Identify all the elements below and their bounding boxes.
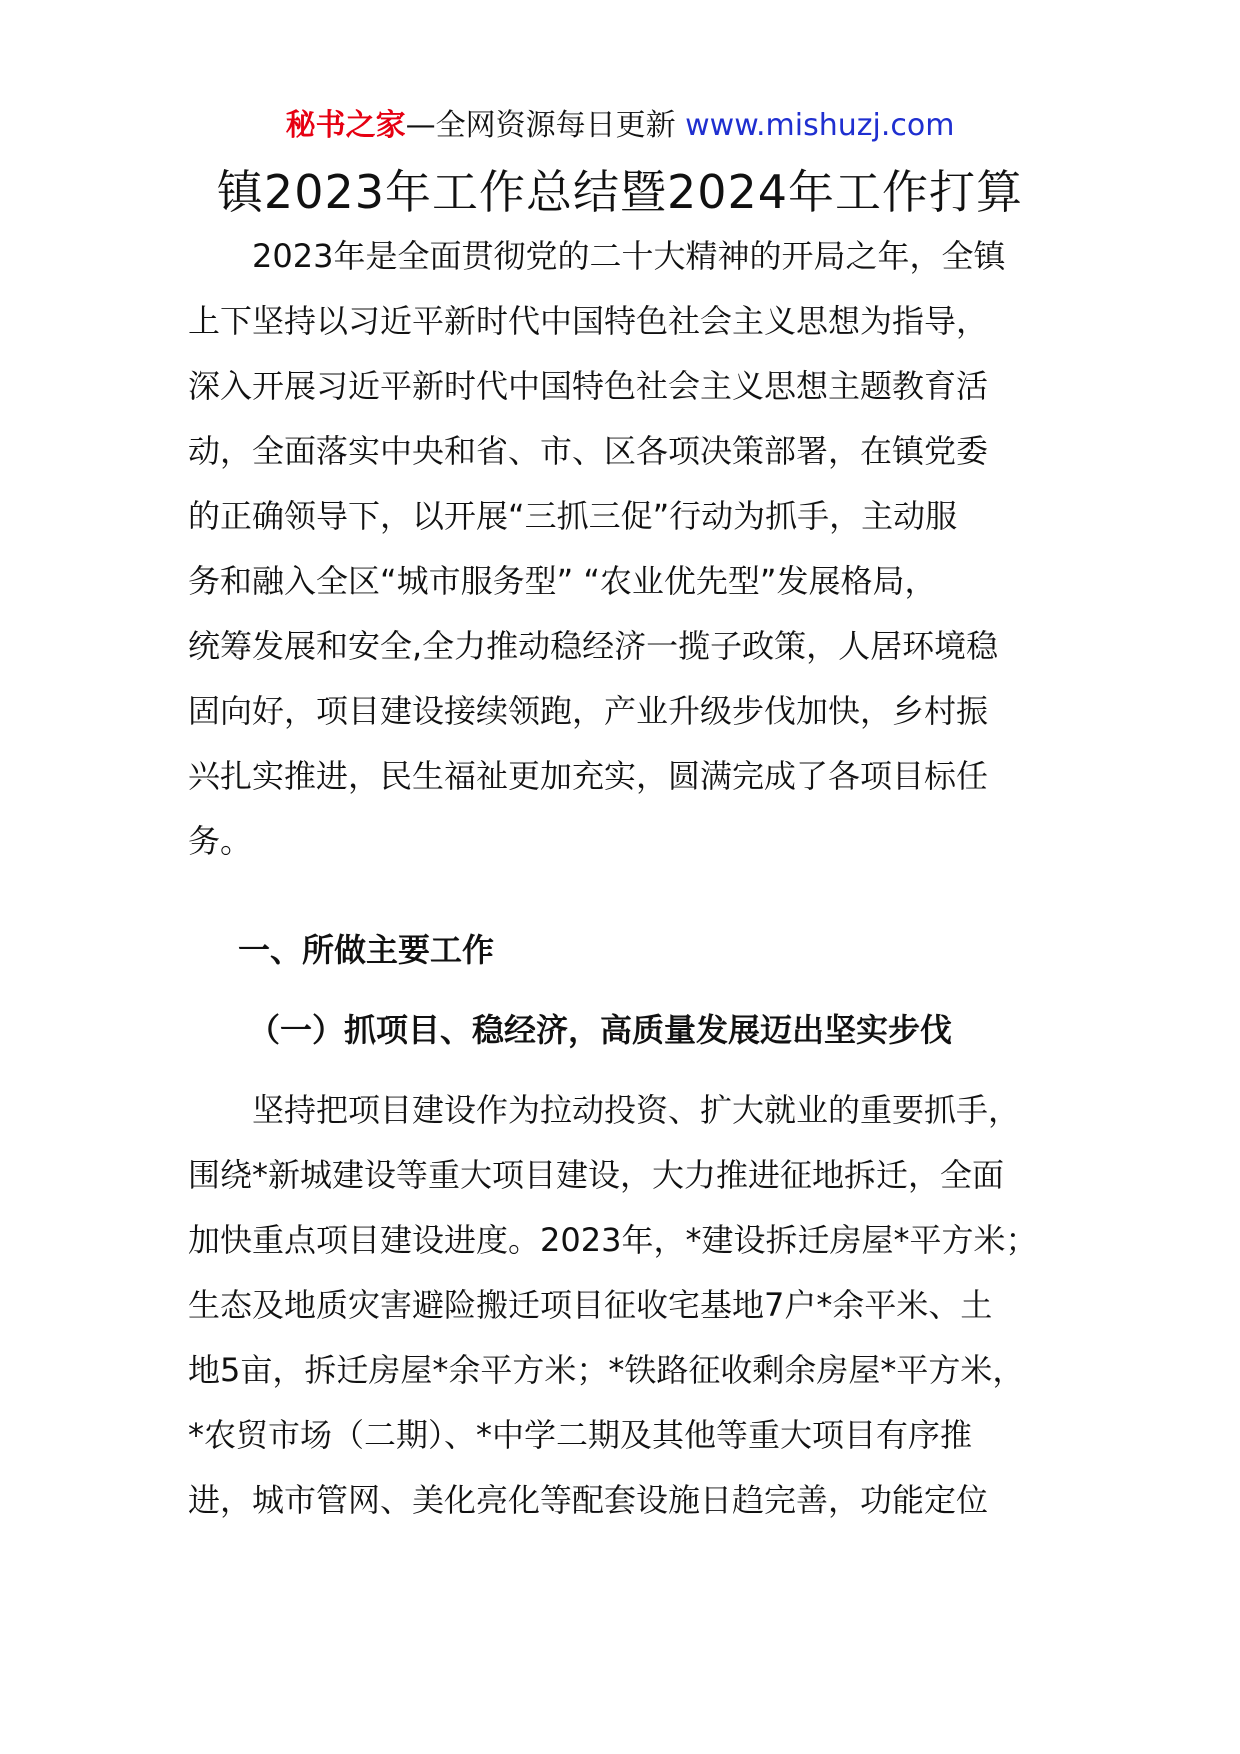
document-title: 镇2023年工作总结暨2024年工作打算 [216,165,1024,219]
text-line: 统筹发展和安全,全力推动稳经济一揽子政策，人居环境稳 [188,627,999,665]
brand-name: 秘书之家 [285,108,406,143]
text-line: 固向好，项目建设接续领跑，产业升级步伐加快，乡村振 [188,692,989,730]
text-line: 进，城市管网、美化亮化等配套设施日趋完善，功能定位 [188,1481,989,1519]
header-tagline: —全网资源每日更新 [405,108,686,143]
text-line: 上下坚持以习近平新时代中国特色社会主义思想为指导， [188,302,989,340]
text-line: 2023年是全面贯彻党的二十大精神的开局之年，全镇 [188,237,1006,275]
text-line: 地5亩，拆迁房屋*余平方米；*铁路征收剩余房屋*平方米， [188,1351,1025,1389]
intro-paragraph [188,224,1088,874]
body-paragraph [188,1078,1088,1533]
text-line: 动，全面落实中央和省、市、区各项决策部署，在镇党委 [188,432,989,470]
text-line: 务和融入全区“城市服务型” “农业优先型”发展格局， [188,562,937,600]
text-line: 深入开展习近平新时代中国特色社会主义思想主题教育活 [188,367,989,405]
text-line: 的正确领导下，以开展“三抓三促”行动为抓手，主动服 [188,497,958,535]
text-line: 坚持把项目建设作为拉动投资、扩大就业的重要抓手， [188,1091,1021,1129]
site-link[interactable]: www.mishuzj.com [685,108,955,143]
subsection-heading: （一）抓项目、稳经济，高质量发展迈出坚实步伐 [248,1011,953,1049]
section-heading: 一、所做主要工作 [238,931,495,969]
text-line: 加快重点项目建设进度。2023年，*建设拆迁房屋*平方米； [188,1221,1038,1259]
text-line: 生态及地质灾害避险搬迁项目征收宅基地7户*余平米、土 [188,1286,993,1324]
text-line: 围绕*新城建设等重大项目建设，大力推进征地拆迁，全面 [188,1156,1005,1194]
header-banner [0,104,1240,148]
text-line: *农贸市场（二期）、*中学二期及其他等重大项目有序推 [188,1416,973,1454]
text-line: 务。 [188,822,253,860]
text-line: 兴扎实推进，民生福祉更加充实，圆满完成了各项目标任 [188,757,989,795]
